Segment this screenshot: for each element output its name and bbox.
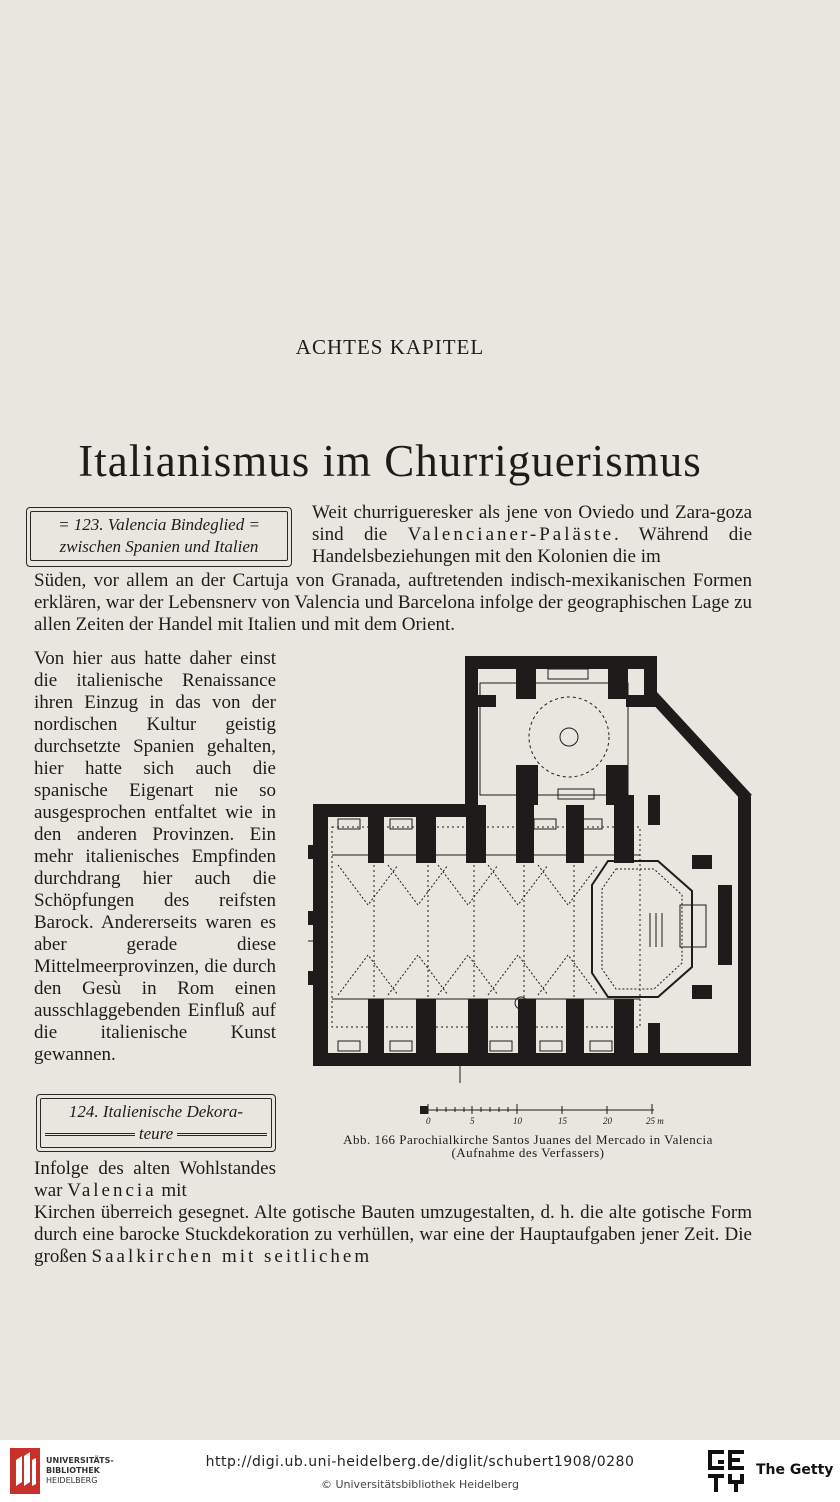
sidenote-123-line1: = 123. Valencia Bindeglied = [58,515,260,534]
logo-line1: UNIVERSITÄTS- [46,1456,114,1465]
para2-left-a: Infolge des alten Wohlstandes war [34,1158,276,1201]
sidenote-124 [36,1094,276,1152]
paragraph-1-full: Süden, vor allem an der Cartuja von Granada, auftretenden indisch-mexikanischen Formen erklären, war der Lebensnerv von Valencia und Barcelona infolge der geographischen Lage zu allen Zeiten der Handel mit Italien und mit dem Orient. [34,570,752,635]
sidenote-124-line1: 124. Italienische Dekora- [68,1102,244,1121]
divider [45,1133,135,1136]
figure-caption [298,1133,758,1159]
permalink-url[interactable]: http://digi.ub.uni-heidelberg.de/diglit/schubert1908/0280 [205,1454,635,1470]
para2-left-spaced: Valencia [67,1180,157,1201]
logo-line3: HEIDELBERG [46,1476,98,1485]
paragraph-2-full [34,1202,752,1268]
scale-label: 15 [558,1116,567,1126]
para2-full-a: Kirchen überreich gesegnet. Alte gotische Bauten umzugestalten, d. h. die alte gotische Form durch eine barocke Stuckdekoration zu verhüllen, war eine der Hauptaufgaben jener Zeit. Die großen [34,1202,752,1267]
scale-label: 10 [513,1116,522,1126]
scale-label: 20 [603,1116,612,1126]
getty-logo-icon [706,1448,746,1494]
scale-label: 25 m [646,1116,664,1126]
logo-line2: BIBLIOTHEK [46,1466,100,1475]
caption-line2: (Aufnahme des Verfassers) [451,1145,605,1160]
paragraph-1-left: Von hier aus hatte daher einst die italienische Renaissance ihren Einzug in das von der nordischen Kultur geistig durchsetzte Spanien gehalten, hier hatte sich auch die spanische Eigenart nie so ausgesprochen entfaltet wie in den anderen Provinzen. Ein mehr italienisches Empfinden durchdrang hier auch die Schöpfungen des reifsten Barock. Andererseits waren es aber gerade diese Mittelmeerprovinzen, die durch den Gesù in Rom einen ausschlaggebenden Einfluß auf die italienische Kunst gewannen. [34,648,276,1065]
sidenote-124-line2-row [45,1123,267,1145]
scale-label: 0 [426,1116,431,1126]
getty-partner-label: The Getty [756,1462,834,1478]
para2-left-b: mit [156,1180,187,1201]
para1-right-a: Weit churrigueresker als jene von Oviedo und Zara-goza sind die [312,502,752,545]
para2-full-spaced: Saalkirchen mit seitlichem [91,1246,373,1267]
paragraph-2-left [34,1158,276,1202]
scale-label: 5 [470,1116,475,1126]
divider [177,1133,267,1136]
copyright-notice: © Universitätsbibliothek Heidelberg [320,1478,519,1491]
scale-bar [418,1100,664,1128]
chapter-label: ACHTES KAPITEL [295,335,485,359]
footer-bar [0,1440,840,1502]
church-floor-plan [308,655,756,1085]
caption-line1: Abb. 166 Parochialkirche Santos Juanes del Mercado in Valencia [343,1132,713,1147]
chapter-title: Italianismus im Churriguerismus [78,436,702,487]
paragraph-1-right [312,502,752,568]
sidenote-123 [26,507,292,567]
para1-right-spaced: Valencianer-Paläste [407,524,615,545]
para1-right-b: . Während die Handelsbeziehungen mit den Kolonien die im [312,524,753,567]
sidenote-123-line2: zwischen Spanien und Italien [59,537,259,556]
sidenote-124-line2: teure [138,1124,174,1143]
